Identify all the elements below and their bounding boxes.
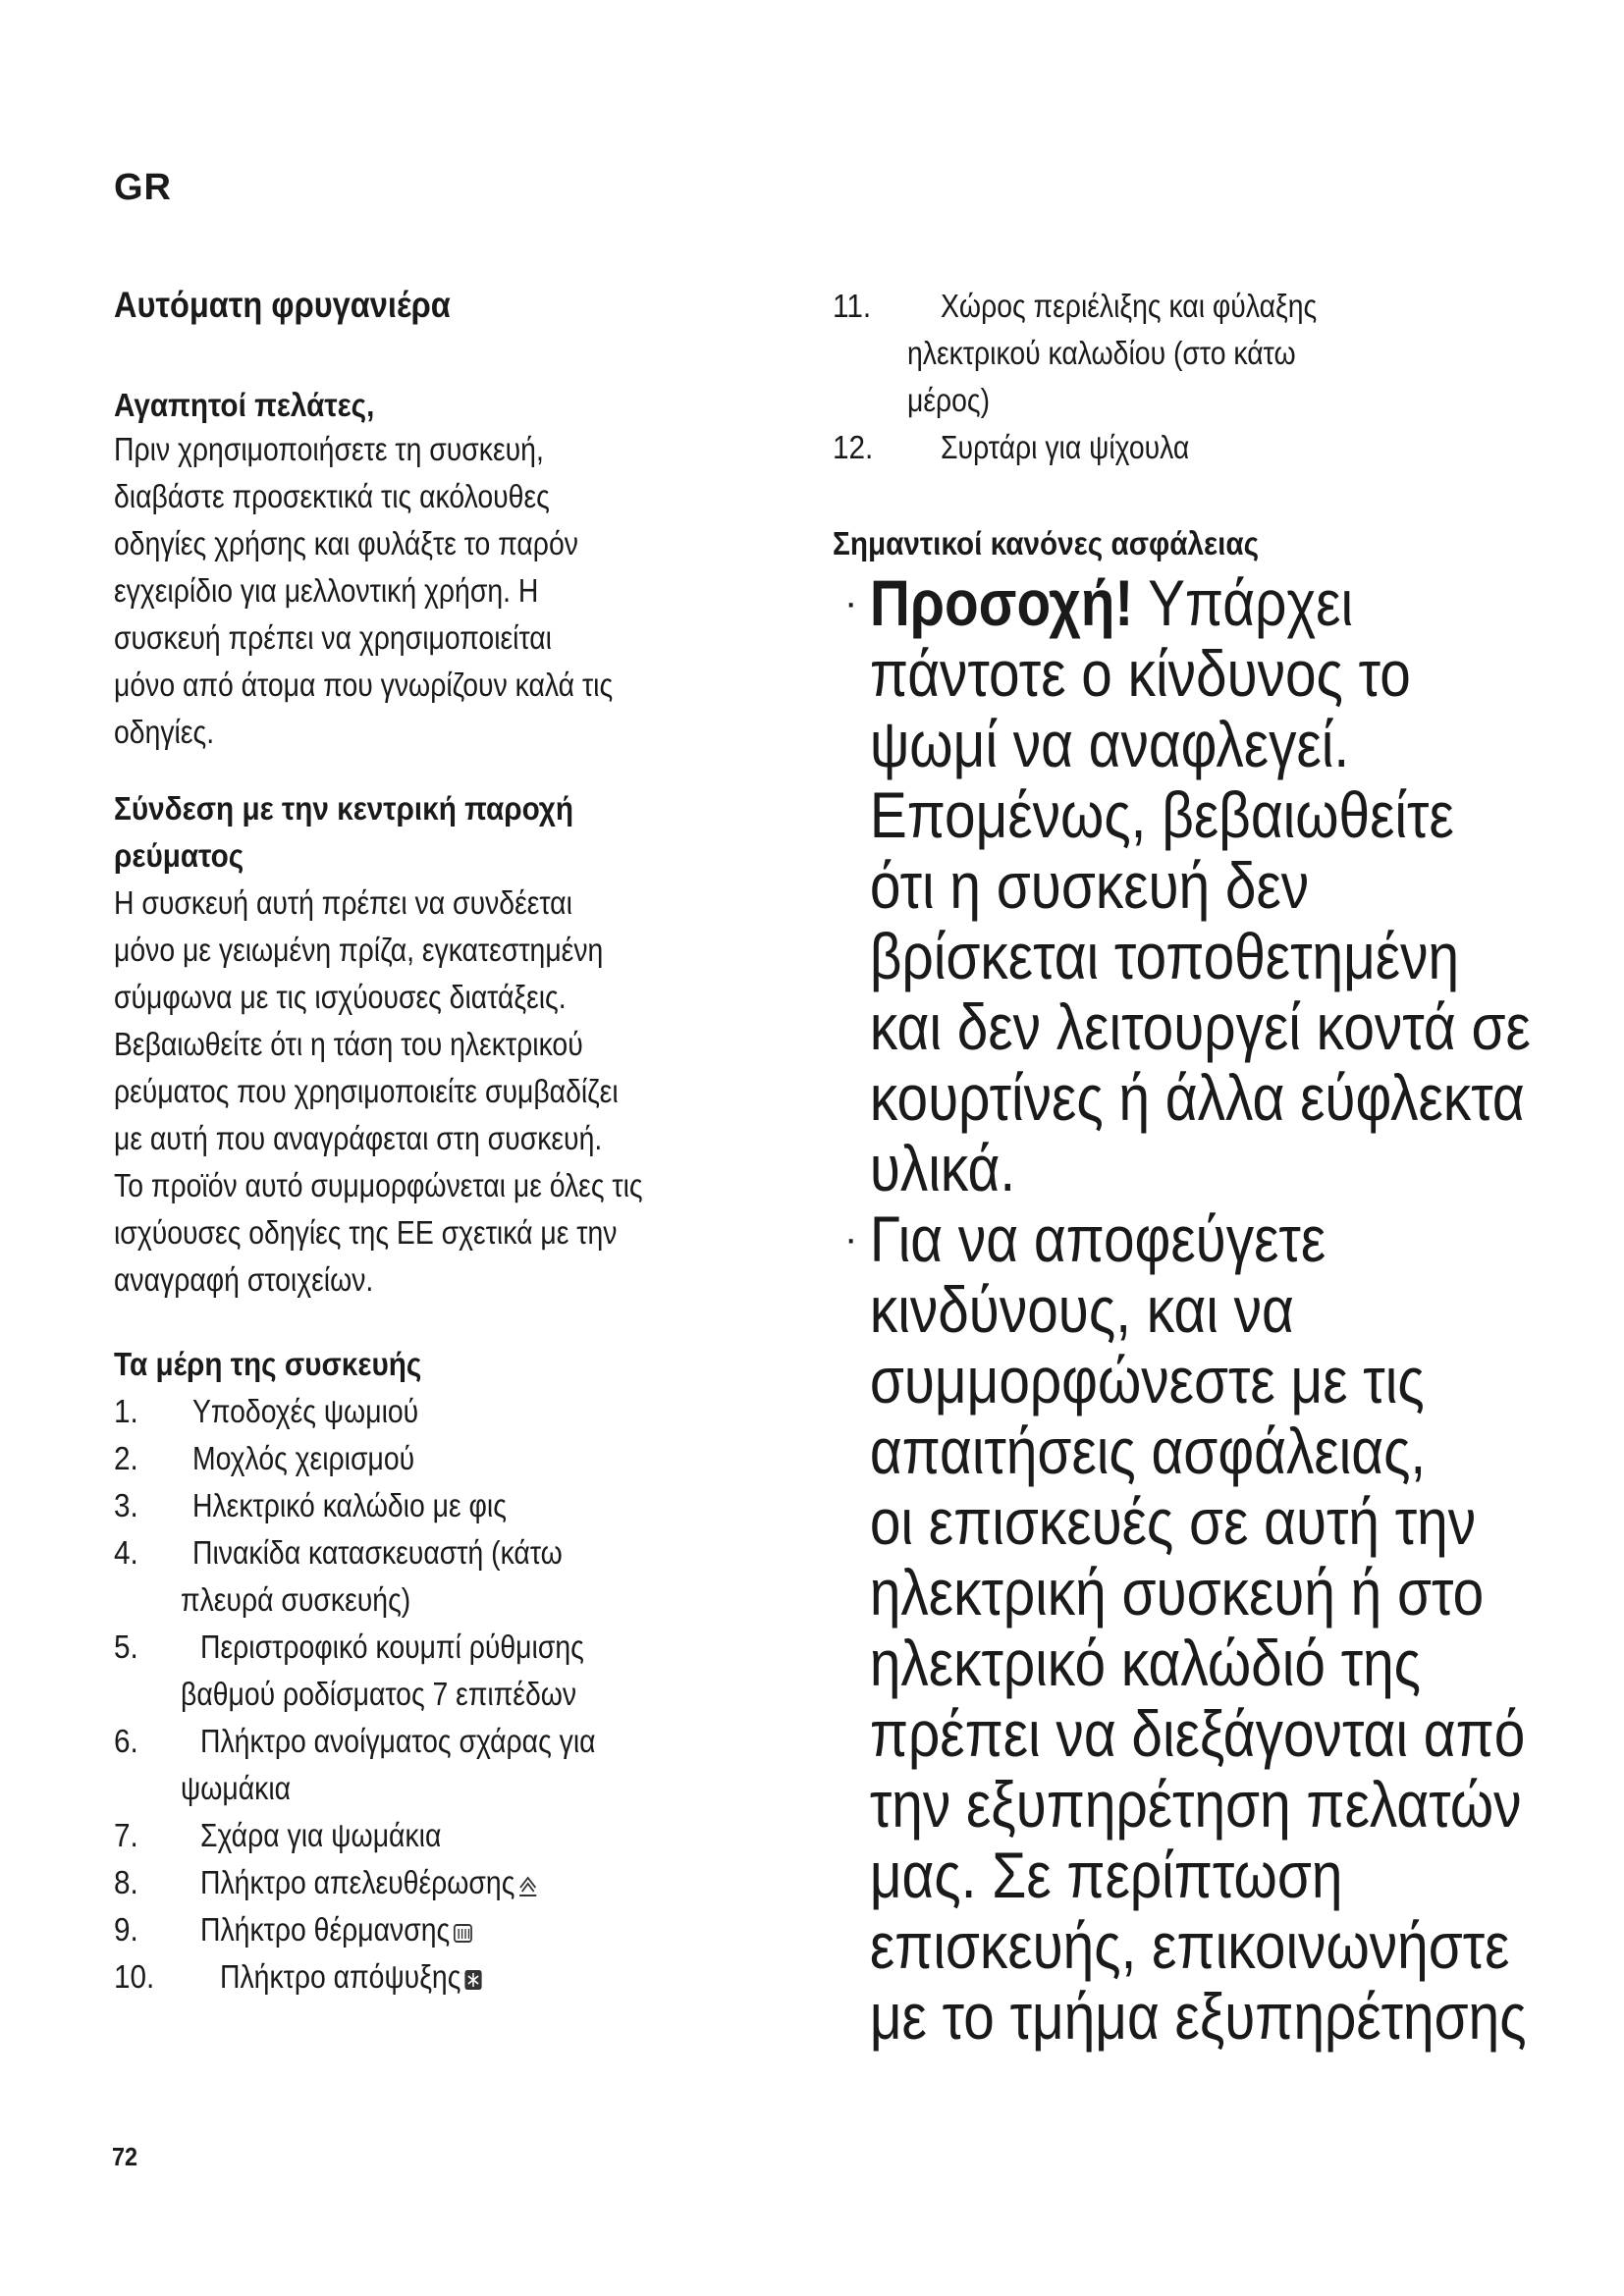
item-number: 3. [114,1487,138,1523]
item-number: 1. [114,1393,138,1429]
bullet-marker: · [844,581,858,624]
parts-list-item [833,424,1540,471]
parts-list-item [114,1953,801,2001]
text-line: αναγραφή στοιχείων. [114,1261,374,1298]
text-line: και δεν λειτουργεί κοντά σε [869,990,1531,1063]
text-line: Το προϊόν αυτό συμμορφώνεται με όλες τις [114,1167,643,1203]
text-line: πρέπει να διεξάγονται από [869,1697,1526,1770]
parts-list-item [114,1482,801,1529]
item-text: Ηλεκτρικό καλώδιο με φις [192,1487,507,1523]
text-line: Επομένως, βεβαιωθείτε [869,778,1454,851]
text-line: οδηγίες χρήσης και φυλάξτε το παρόν [114,525,578,561]
item-text: μέρος) [907,382,991,418]
text-line: οι επισκευές σε αυτή την [869,1485,1477,1558]
item-text: βαθμού ροδίσματος 7 επιπέδων [181,1676,577,1712]
text-line: Πριν χρησιμοποιήσετε τη συσκευή, [114,431,544,467]
text-line: μόνο από άτομα που γνωρίζουν καλά τις [114,667,614,703]
item-text: Χώρος περιέλιξης και φύλαξης [941,288,1318,324]
item-text: Συρτάρι για ψίχουλα [941,429,1190,465]
greeting-heading: Αγαπητοί πελάτες, [114,387,375,423]
parts-list-item [114,1529,801,1624]
text-line: ότι η συσκευή δεν [869,849,1310,922]
parts-list-item [114,1812,801,1859]
text-line: μόνο με γειωμένη πρίζα, εγκατεστημένη [114,932,604,968]
text-line: απαιτήσεις ασφάλειας, [869,1415,1427,1487]
parts-list-item [114,1906,801,1953]
text-line: Βεβαιωθείτε ότι η τάση του ηλεκτρικού [114,1026,583,1062]
item-text: Πλήκτρο ανοίγματος σχάρας για [200,1723,596,1759]
text-line: εγχειρίδιο για μελλοντική χρήση. Η [114,572,539,609]
parts-list-item [114,1718,801,1812]
item-text: Μοχλός χειρισμού [192,1440,415,1476]
item-number: 12. [833,429,874,465]
text-line: Για να αποφεύγετε [869,1202,1326,1275]
text-line: κινδύνους, και να [869,1273,1294,1346]
text-line: σύμφωνα με τις ισχύουσες διατάξεις. [114,979,567,1015]
parts-list-item [114,1388,801,1435]
item-number: 10. [114,1958,155,1995]
text-line: οδηγίες. [114,714,215,750]
item-label: Πλήκτρο θέρμανσης [200,1911,451,1948]
power-heading [114,785,732,880]
safety-heading: Σημαντικοί κανόνες ασφάλειας [833,525,1260,561]
text-line: ηλεκτρική συσκευή ή στο [869,1556,1485,1629]
item-text: Υποδοχές ψωμιού [192,1393,419,1429]
left-column [114,285,801,2001]
document-title: Αυτόματη φρυγανιέρα [114,285,451,325]
item-text: ψωμάκια [181,1770,292,1806]
right-column [833,283,1540,2052]
heading-line: Σύνδεση με την κεντρική παροχή [114,790,573,827]
text-line: βρίσκεται τοποθετημένη [869,920,1460,992]
bullet-marker: · [844,1217,858,1260]
text-line: με αυτή που αναγράφεται στη συσκευή. [114,1120,603,1156]
intro-paragraph [114,426,801,756]
text-line: ρεύματος που χρησιμοποιείτε συμβαδίζει [114,1073,619,1109]
text-line: επισκευής, επικοινωνήστε [869,1909,1510,1982]
warning-label: Προσοχή! [869,566,1134,639]
text-line: την εξυπηρέτηση πελατών [869,1768,1522,1841]
parts-heading: Τα μέρη της συσκευής [114,1346,422,1382]
item-number: 11. [833,288,872,324]
heading-line: ρεύματος [114,837,244,874]
safety-bullet-1 [833,567,1540,1203]
item-number: 8. [114,1864,138,1900]
item-number: 5. [114,1629,138,1665]
text-line: κουρτίνες ή άλλα εύφλεκτα [869,1061,1525,1134]
item-text [200,1906,717,1953]
item-text: Σχάρα για ψωμάκια [200,1817,442,1853]
item-text [200,1859,717,1906]
item-label: Πλήκτρο απελευθέρωσης [200,1864,515,1900]
text-line: πάντοτε ο κίνδυνος το [869,637,1411,710]
text-line: Η συσκευή αυτή πρέπει να συνδέεται [114,884,572,921]
text-line: ηλεκτρικό καλώδιό της [869,1627,1422,1699]
item-text [220,1953,720,2001]
parts-list-item [114,1859,801,1906]
parts-list-item [114,1624,801,1718]
parts-list-item [833,283,1540,424]
language-code: GR [114,167,172,208]
text-line: ισχύουσες οδηγίες της ΕΕ σχετικά με την [114,1214,618,1251]
item-text: πλευρά συσκευής) [181,1581,411,1618]
release-icon [516,1872,538,1897]
power-paragraph [114,880,801,1304]
warning-text: Υπάρχει [1133,566,1354,639]
text-line: συσκευή πρέπει να χρησιμοποιείται [114,619,552,656]
item-number: 4. [114,1534,138,1571]
text-line: ψωμί να αναφλεγεί. [869,708,1350,780]
item-number: 9. [114,1911,138,1948]
item-label: Πλήκτρο απόψυξης [220,1958,461,1995]
safety-bullet-2 [833,1203,1540,2052]
item-text: ηλεκτρικού καλωδίου (στο κάτω [907,335,1296,371]
reheat-icon [452,1919,473,1945]
item-text: Πινακίδα κατασκευαστή (κάτω [192,1534,563,1571]
text-line: μας. Σε περίπτωση [869,1839,1343,1911]
item-text: Περιστροφικό κουμπί ρύθμισης [200,1629,584,1665]
item-number: 6. [114,1723,138,1759]
item-number: 2. [114,1440,138,1476]
item-number: 7. [114,1817,138,1853]
text-line: διαβάστε προσεκτικά τις ακόλουθες [114,478,550,514]
text-line: υλικά. [869,1132,1016,1204]
text-line: με το τμήμα εξυπηρέτησης [869,1980,1527,2053]
parts-list-item [114,1435,801,1482]
text-line: συμμορφώνεστε με τις [869,1344,1425,1416]
text-line [833,567,1440,638]
defrost-icon [462,1966,484,1992]
page-number: 72 [112,2142,138,2171]
